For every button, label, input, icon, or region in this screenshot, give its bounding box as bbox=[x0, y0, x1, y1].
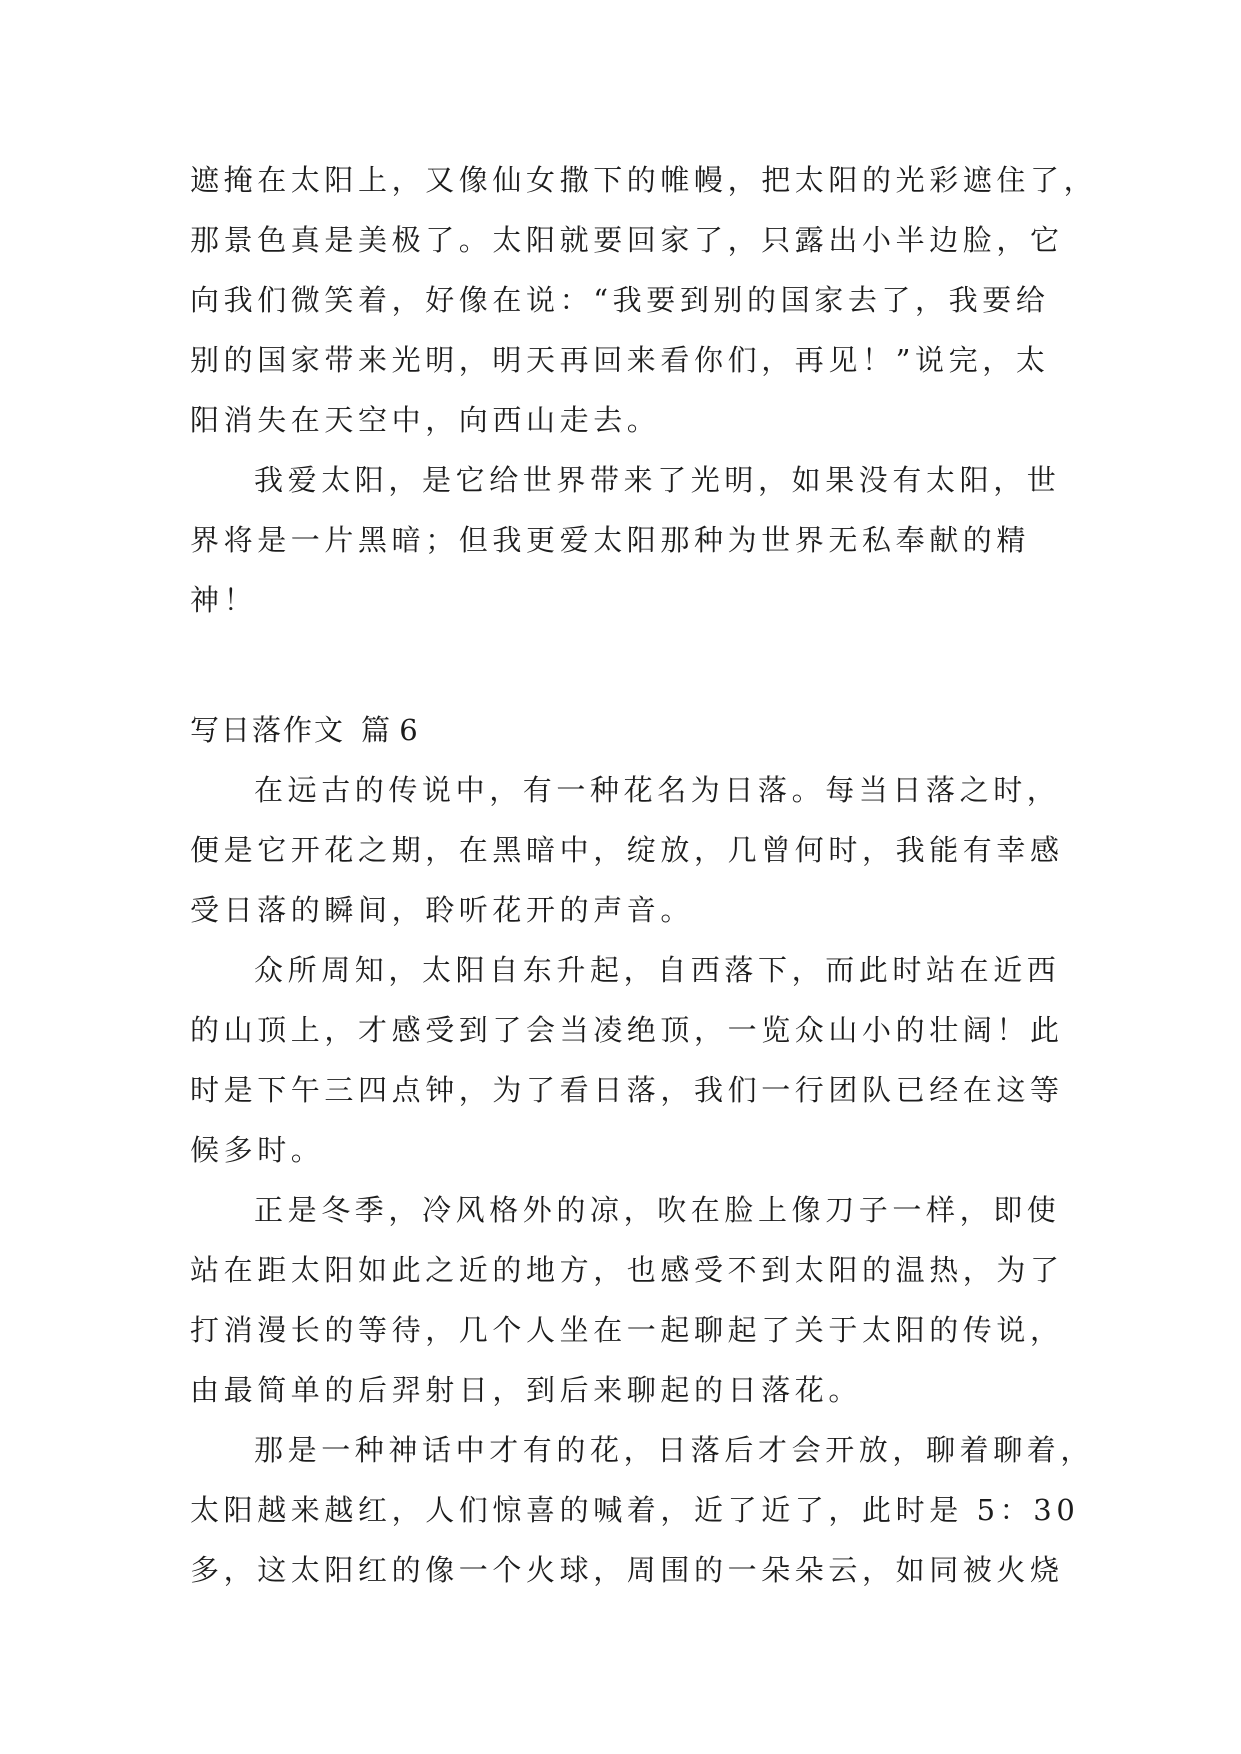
paragraph-love-sun bbox=[190, 450, 1061, 630]
paragraph-mountain bbox=[190, 940, 1064, 1180]
text-line: 我爱太阳，是它给世界带来了光明，如果没有太阳，世 bbox=[254, 463, 1061, 497]
text-line: 遮掩在太阳上，又像仙女撒下的帷幔，把太阳的光彩遮住了， bbox=[190, 163, 1098, 197]
text-line: 站在距太阳如此之近的地方，也感受不到太阳的温热，为了 bbox=[190, 1253, 1064, 1287]
text-line: 时是下午三四点钟，为了看日落，我们一行团队已经在这等 bbox=[190, 1073, 1064, 1107]
text-line: 那景色真是美极了。太阳就要回家了，只露出小半边脸，它 bbox=[190, 223, 1064, 257]
text-line: 界将是一片黑暗；但我更爱太阳那种为世界无私奉献的精 bbox=[190, 523, 1031, 557]
text-line: 太阳越来越红，人们惊喜的喊着，近了近了，此时是 5：30 bbox=[190, 1493, 1080, 1527]
text-line: 向我们微笑着，好像在说：“我要到别的国家去了，我要给 bbox=[190, 283, 1050, 317]
text-line: 便是它开花之期，在黑暗中，绽放，几曾何时，我能有幸感 bbox=[190, 833, 1064, 867]
text-line: 在远古的传说中，有一种花名为日落。每当日落之时， bbox=[254, 773, 1061, 807]
text-line: 由最简单的后羿射日，到后来聊起的日落花。 bbox=[190, 1373, 863, 1407]
text-line: 那是一种神话中才有的花，日落后才会开放，聊着聊着， bbox=[254, 1433, 1095, 1467]
text-line: 阳消失在天空中，向西山走去。 bbox=[190, 403, 661, 437]
text-line: 别的国家带来光明，明天再回来看你们，再见！”说完，太 bbox=[190, 343, 1050, 377]
text-line: 受日落的瞬间，聆听花开的声音。 bbox=[190, 893, 695, 927]
text-line: 打消漫长的等待，几个人坐在一起聊起了关于太阳的传说， bbox=[190, 1313, 1064, 1347]
paragraph-winter bbox=[190, 1180, 1064, 1420]
section-gap bbox=[190, 630, 1050, 700]
text-line: 众所周知，太阳自东升起，自西落下，而此时站在近西 bbox=[254, 953, 1061, 987]
document-page bbox=[190, 150, 1098, 1600]
paragraph-flower bbox=[190, 1420, 1095, 1600]
text-line: 的山顶上，才感受到了会当凌绝顶，一览众山小的壮阔！此 bbox=[190, 1013, 1064, 1047]
text-line: 正是冬季，冷风格外的凉，吹在脸上像刀子一样，即使 bbox=[254, 1193, 1061, 1227]
paragraph-legend bbox=[190, 760, 1064, 940]
text-line: 神！ bbox=[190, 583, 258, 617]
paragraph-continuation bbox=[190, 150, 1098, 450]
text-line: 多，这太阳红的像一个火球，周围的一朵朵云，如同被火烧 bbox=[190, 1553, 1064, 1587]
text-line: 候多时。 bbox=[190, 1133, 325, 1167]
section-heading bbox=[190, 700, 1050, 760]
section-title: 写日落作文 bbox=[190, 713, 346, 747]
section-number: 篇 6 bbox=[361, 713, 418, 747]
